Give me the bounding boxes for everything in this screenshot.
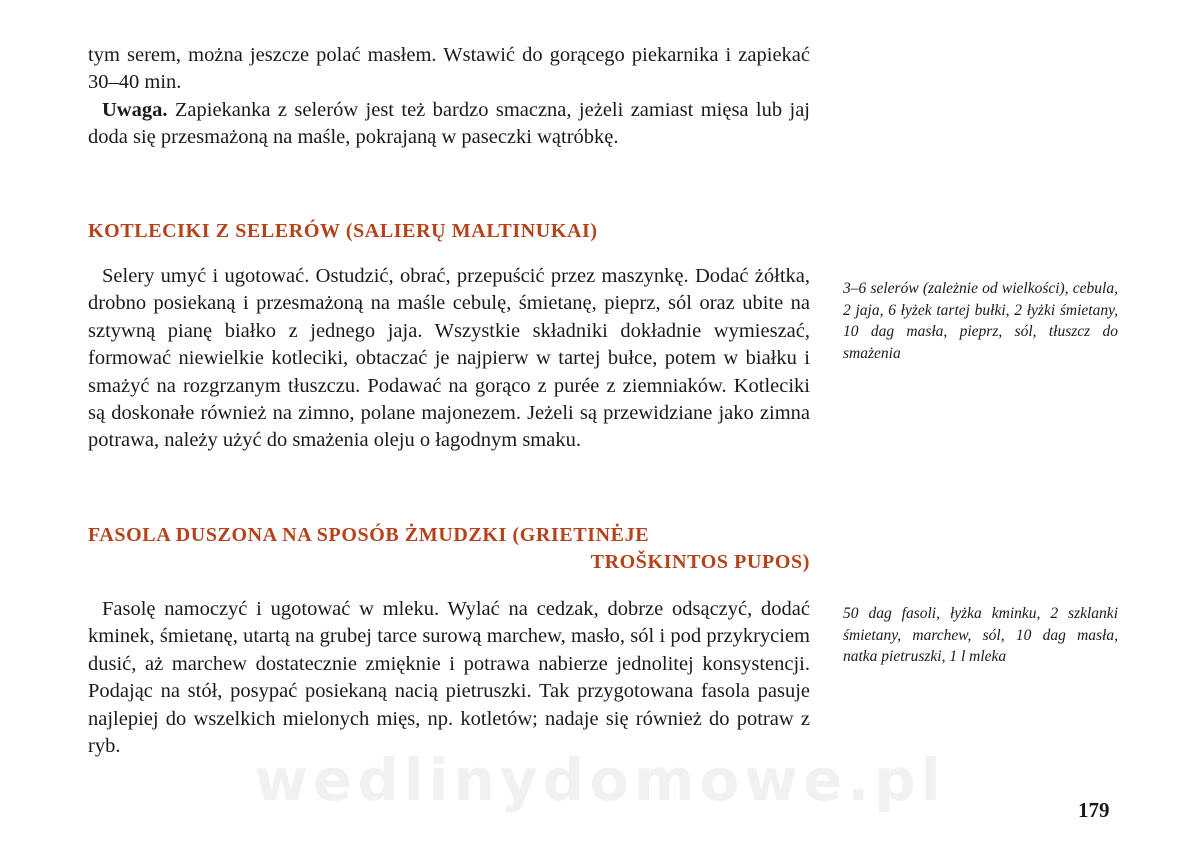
recipe1-paragraph: Selery umyć i ugotować. Ostudzić, obrać, przepuścić przez maszynkę. Dodać żółtka, drobno posiekaną i przesmażoną na maśle cebulę, śmietanę, pieprz, sól oraz ubite na sztywną pianę białko z jednego jaja. Wszystkie składniki dokładnie wymieszać, formować niewielkie kotleciki, obtaczać je najpierw w tartej bułce, potem w białku i smażyć na rozgrzanym tłuszczu. Podawać na gorąco z purée z ziemniaków. Kotleciki są doskonałe również na zimno, polane majonezem. Jeżeli są przewidziane jako zimna potrawa, należy użyć do smażenia oleju o łagodnym smaku. (88, 265, 810, 452)
recipe2-ingredients: 50 dag fasoli, łyżka kminku, 2 szklanki śmietany, marchew, sól, 10 dag masła, natka pietruszki, 1 l mleka (843, 605, 1118, 665)
note-label: Uwaga. (102, 98, 168, 121)
recipe1-title: KOTLECIKI Z SELERÓW (SALIERŲ MALTINUKAI) (88, 220, 598, 242)
recipe1-body (88, 263, 810, 455)
note-paragraph (88, 97, 810, 152)
watermark: wedlinydomowe.pl (254, 746, 946, 814)
recipe2-title-line2: TROŠKINTOS PUPOS) (590, 551, 810, 573)
page-number: 179 (1078, 798, 1110, 822)
recipe2-paragraph: Fasolę namoczyć i ugotować w mleku. Wylać na cedzak, dobrze odsączyć, dodać kminek, śmietanę, utartą na grubej tarce surową marchew, masło, sól i pod przykryciem dusić, aż marchew dostatecznie zmięknie i potrawa nabierze jednolitej konsystencji. Podając na stół, posypać posiekaną nacią pietruszki. Tak przygotowana fasola pasuje najlepiej do wszelkich mielonych mięs, np. kotletów; nadaje się również do potraw z ryb. (88, 598, 810, 758)
recipe2-title (88, 522, 810, 576)
intro-paragraph: tym serem, można jeszcze polać masłem. Wstawić do gorącego piekarnika i zapiekać 30–40 min. (88, 44, 810, 94)
note-text: Zapiekanka z selerów jest też bardzo smaczna, jeżeli zamiast mięsa lub jaj doda się przesmażoną na maśle, pokrajaną w paseczki wątróbkę. (88, 98, 810, 149)
recipe2-body (88, 596, 810, 760)
intro-text (88, 42, 810, 152)
recipe2-title-line1: FASOLA DUSZONA NA SPOSÓB ŻMUDZKI (GRIETINĖJE (88, 524, 650, 546)
recipe1-ingredients: 3–6 selerów (zależnie od wielkości), cebula, 2 jaja, 6 łyżek tartej bułki, 2 łyżki śmietany, 10 dag masła, pieprz, sól, tłuszcz do smażenia (843, 280, 1118, 362)
